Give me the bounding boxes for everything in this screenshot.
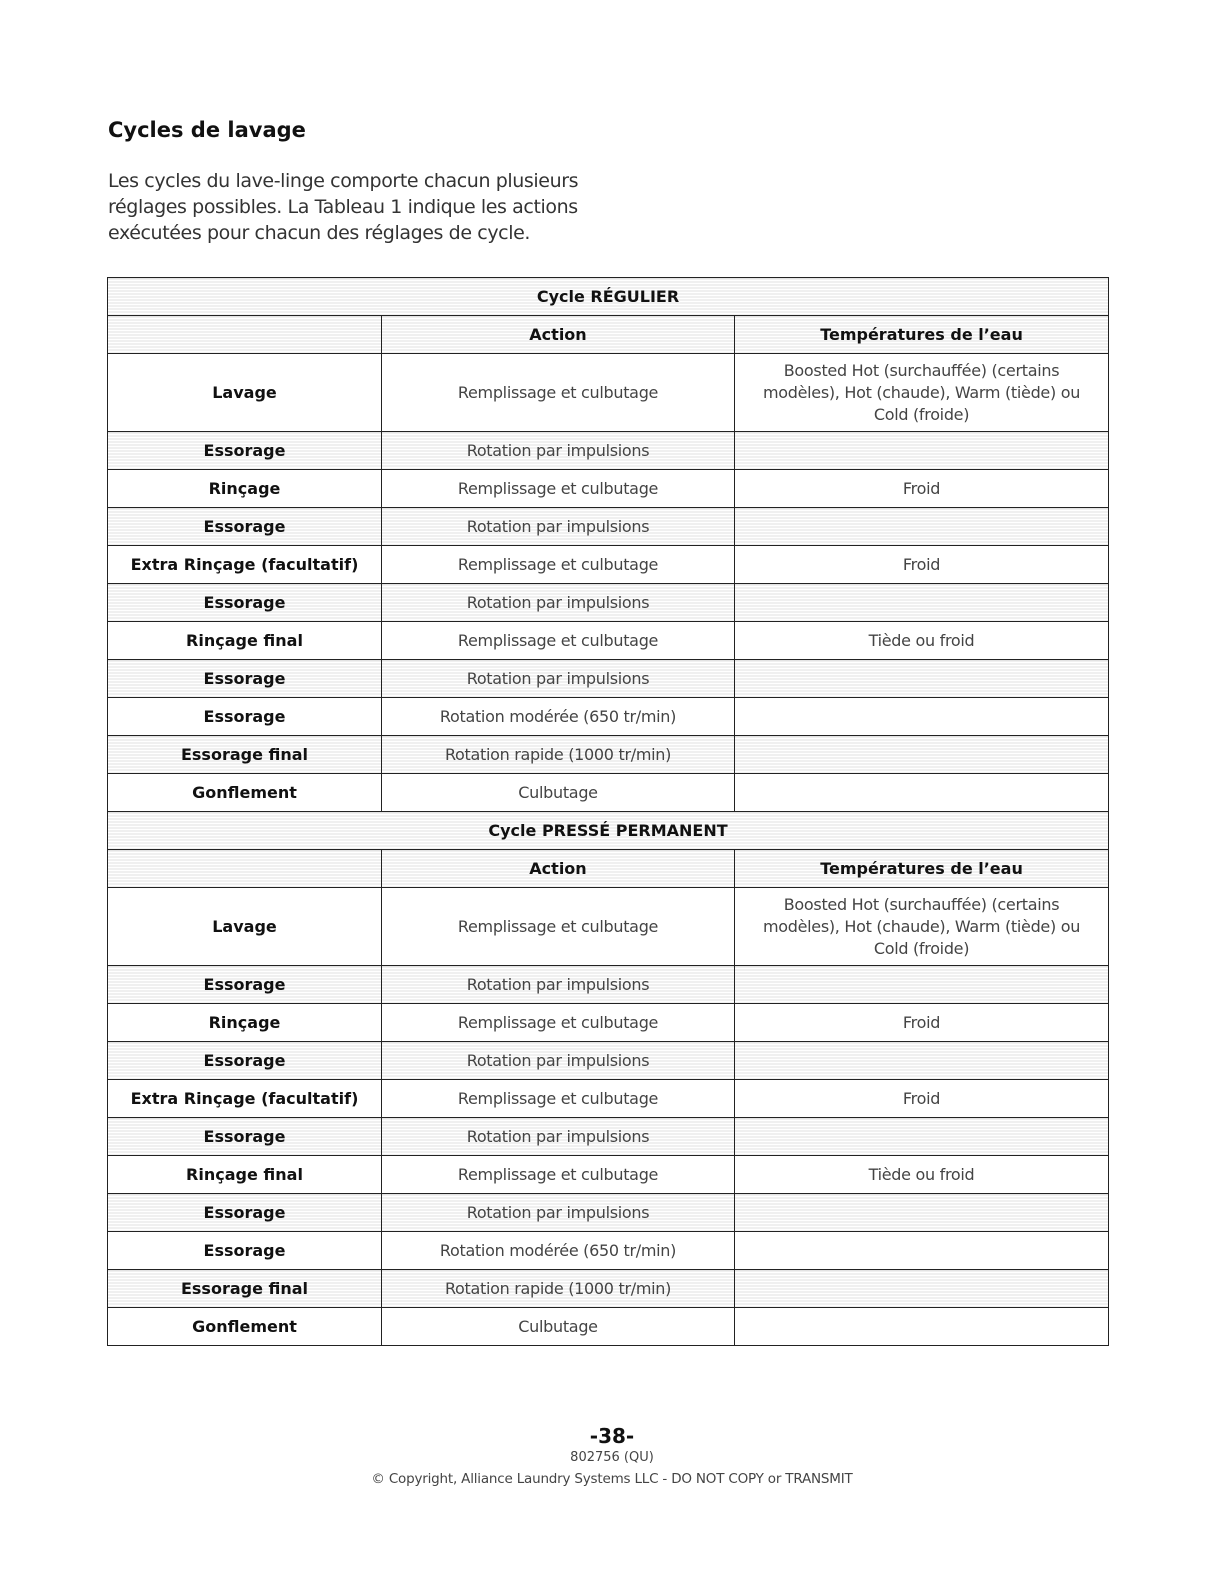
- step-action: Rotation modérée (650 tr/min): [382, 1232, 735, 1270]
- page-number: -38-: [589, 1424, 635, 1448]
- column-header-row: [108, 850, 1109, 888]
- column-header-temperature: Températures de l’eau: [735, 850, 1109, 888]
- table-row: [108, 736, 1109, 774]
- step-action: Remplissage et culbutage: [382, 546, 735, 584]
- table-row: [108, 888, 1109, 966]
- column-header-row: [108, 316, 1109, 354]
- table-row: [108, 470, 1109, 508]
- water-temperature: [735, 1042, 1109, 1080]
- step-action: Remplissage et culbutage: [382, 1156, 735, 1194]
- table-row: [108, 1004, 1109, 1042]
- intro-paragraph: [108, 168, 608, 246]
- water-temperature: [735, 1270, 1109, 1308]
- table-row: [108, 354, 1109, 432]
- table-row: [108, 508, 1109, 546]
- step-name: Rinçage: [108, 1004, 382, 1042]
- step-name: Gonflement: [108, 1308, 382, 1346]
- step-action: Remplissage et culbutage: [382, 622, 735, 660]
- table-row: [108, 622, 1109, 660]
- cycles-table: [107, 277, 1109, 1346]
- column-header-temperature: Températures de l’eau: [735, 316, 1109, 354]
- step-name: Essorage: [108, 1042, 382, 1080]
- table-row: [108, 1042, 1109, 1080]
- step-name: Essorage: [108, 1232, 382, 1270]
- water-temperature: Boosted Hot (surchauffée) (certains modèles), Hot (chaude), Warm (tiède) ou Cold (froide): [735, 888, 1109, 966]
- step-action: Rotation rapide (1000 tr/min): [382, 1270, 735, 1308]
- cycles-table-body: [108, 278, 1109, 1346]
- step-action: Rotation modérée (650 tr/min): [382, 698, 735, 736]
- step-action: Rotation par impulsions: [382, 584, 735, 622]
- step-action: Remplissage et culbutage: [382, 1004, 735, 1042]
- step-name: Rinçage: [108, 470, 382, 508]
- table-row: [108, 774, 1109, 812]
- table-row: [108, 1308, 1109, 1346]
- step-action: Remplissage et culbutage: [382, 1080, 735, 1118]
- table-row: [108, 1194, 1109, 1232]
- step-name: Rinçage final: [108, 622, 382, 660]
- water-temperature: Tiède ou froid: [735, 622, 1109, 660]
- step-action: Remplissage et culbutage: [382, 354, 735, 432]
- table-row: [108, 1118, 1109, 1156]
- step-name: Essorage: [108, 966, 382, 1004]
- water-temperature: Froid: [735, 470, 1109, 508]
- intro-line: Les cycles du lave-linge comporte chacun plusieurs: [108, 170, 579, 192]
- step-name: Lavage: [108, 354, 382, 432]
- water-temperature: [735, 508, 1109, 546]
- cycle-title: Cycle PRESSÉ PERMANENT: [108, 812, 1109, 850]
- water-temperature: [735, 1194, 1109, 1232]
- step-name: Essorage: [108, 584, 382, 622]
- table-row: [108, 546, 1109, 584]
- step-name: Extra Rinçage (facultatif): [108, 1080, 382, 1118]
- step-action: Rotation par impulsions: [382, 966, 735, 1004]
- water-temperature: [735, 660, 1109, 698]
- water-temperature: Boosted Hot (surchauffée) (certains modèles), Hot (chaude), Warm (tiède) ou Cold (froide): [735, 354, 1109, 432]
- water-temperature: [735, 584, 1109, 622]
- copyright-notice: © Copyright, Alliance Laundry Systems LLC - DO NOT COPY or TRANSMIT: [371, 1471, 853, 1487]
- intro-line: exécutées pour chacun des réglages de cycle.: [108, 222, 531, 244]
- water-temperature: [735, 1232, 1109, 1270]
- table-row: [108, 1080, 1109, 1118]
- water-temperature: [735, 1118, 1109, 1156]
- table-row: [108, 584, 1109, 622]
- column-header-action: Action: [382, 316, 735, 354]
- step-name: Gonflement: [108, 774, 382, 812]
- step-name: Extra Rinçage (facultatif): [108, 546, 382, 584]
- step-name: Essorage: [108, 698, 382, 736]
- step-action: Rotation par impulsions: [382, 1042, 735, 1080]
- page-heading: Cycles de lavage: [108, 118, 306, 142]
- cycle-title-row: [108, 812, 1109, 850]
- document-code: 802756 (QU): [570, 1450, 654, 1465]
- step-name: Essorage: [108, 432, 382, 470]
- step-action: Culbutage: [382, 774, 735, 812]
- water-temperature: Tiède ou froid: [735, 1156, 1109, 1194]
- step-action: Rotation par impulsions: [382, 508, 735, 546]
- table-row: [108, 1232, 1109, 1270]
- column-header-action: Action: [382, 850, 735, 888]
- step-name: Essorage: [108, 660, 382, 698]
- table-row: [108, 1270, 1109, 1308]
- water-temperature: [735, 432, 1109, 470]
- water-temperature: [735, 966, 1109, 1004]
- intro-line: réglages possibles. La Tableau 1 indique les actions: [108, 196, 578, 218]
- water-temperature: Froid: [735, 1080, 1109, 1118]
- water-temperature: [735, 1308, 1109, 1346]
- cycle-title-row: [108, 278, 1109, 316]
- table-row: [108, 660, 1109, 698]
- step-action: Rotation par impulsions: [382, 432, 735, 470]
- step-action: Rotation par impulsions: [382, 660, 735, 698]
- table-row: [108, 966, 1109, 1004]
- water-temperature: [735, 736, 1109, 774]
- table-row: [108, 432, 1109, 470]
- step-name: Essorage final: [108, 1270, 382, 1308]
- cycle-title: Cycle RÉGULIER: [108, 278, 1109, 316]
- step-action: Rotation par impulsions: [382, 1118, 735, 1156]
- water-temperature: Froid: [735, 1004, 1109, 1042]
- table-row: [108, 698, 1109, 736]
- step-name: Essorage: [108, 1118, 382, 1156]
- column-header-step: [108, 850, 382, 888]
- water-temperature: Froid: [735, 546, 1109, 584]
- water-temperature: [735, 774, 1109, 812]
- table-row: [108, 1156, 1109, 1194]
- step-name: Lavage: [108, 888, 382, 966]
- step-action: Remplissage et culbutage: [382, 888, 735, 966]
- step-name: Essorage: [108, 508, 382, 546]
- step-name: Rinçage final: [108, 1156, 382, 1194]
- step-action: Rotation rapide (1000 tr/min): [382, 736, 735, 774]
- step-name: Essorage final: [108, 736, 382, 774]
- column-header-step: [108, 316, 382, 354]
- step-action: Culbutage: [382, 1308, 735, 1346]
- step-action: Rotation par impulsions: [382, 1194, 735, 1232]
- water-temperature: [735, 698, 1109, 736]
- step-action: Remplissage et culbutage: [382, 470, 735, 508]
- step-name: Essorage: [108, 1194, 382, 1232]
